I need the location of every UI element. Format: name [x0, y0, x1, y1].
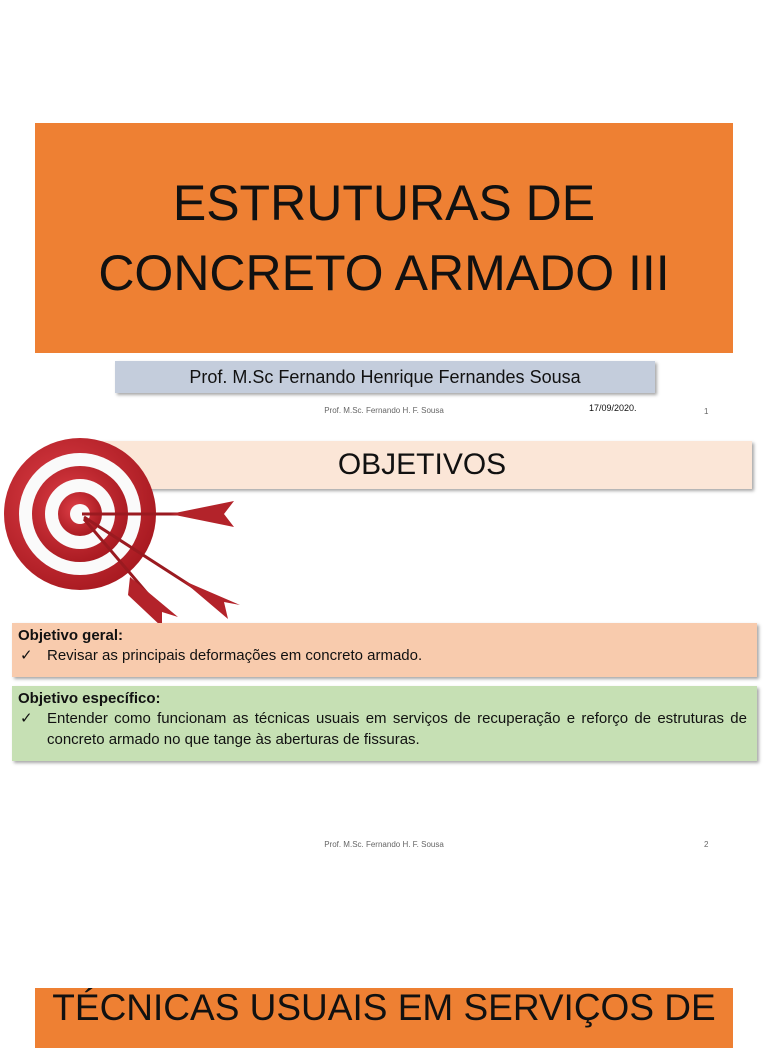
objetivos-title: OBJETIVOS — [337, 448, 507, 481]
list-item — [18, 645, 747, 666]
author-name: Prof. M.Sc Fernando Henrique Fernandes Sousa — [189, 366, 581, 387]
slide1-footer-name: Prof. M.Sc. Fernando H. F. Sousa — [324, 406, 444, 415]
slide1-page-number: 1 — [704, 407, 709, 416]
objetivo-geral-text: Revisar as principais deformações em concreto armado. — [47, 647, 423, 664]
checkmark-icon: ✓ — [20, 647, 33, 664]
slide2-page-number: 2 — [704, 840, 709, 849]
target-arrows-icon — [2, 437, 248, 627]
next-slide-title-box — [35, 988, 733, 1048]
objetivo-geral-box — [12, 623, 757, 677]
objetivo-especifico-box — [12, 686, 757, 761]
objetivo-especifico-text: Entender como funcionam as técnicas usuais em serviços de recuperação e reforço de estruturas de concreto armado no que tange às aberturas de fissuras. — [47, 710, 747, 748]
checkmark-icon: ✓ — [20, 710, 33, 727]
next-slide-title: TÉCNICAS USUAIS EM SERVIÇOS DE — [52, 988, 716, 1028]
list-item — [18, 708, 747, 750]
slide2-footer-name: Prof. M.Sc. Fernando H. F. Sousa — [324, 840, 444, 849]
title-box — [35, 123, 733, 353]
slide1-date: 17/09/2020. — [589, 403, 637, 413]
objetivo-geral-heading: Objetivo geral: — [18, 627, 124, 644]
slide-title: ESTRUTURAS DE CONCRETO ARMADO III — [98, 175, 670, 301]
objetivo-especifico-heading: Objetivo específico: — [18, 690, 161, 707]
author-box — [115, 361, 655, 393]
